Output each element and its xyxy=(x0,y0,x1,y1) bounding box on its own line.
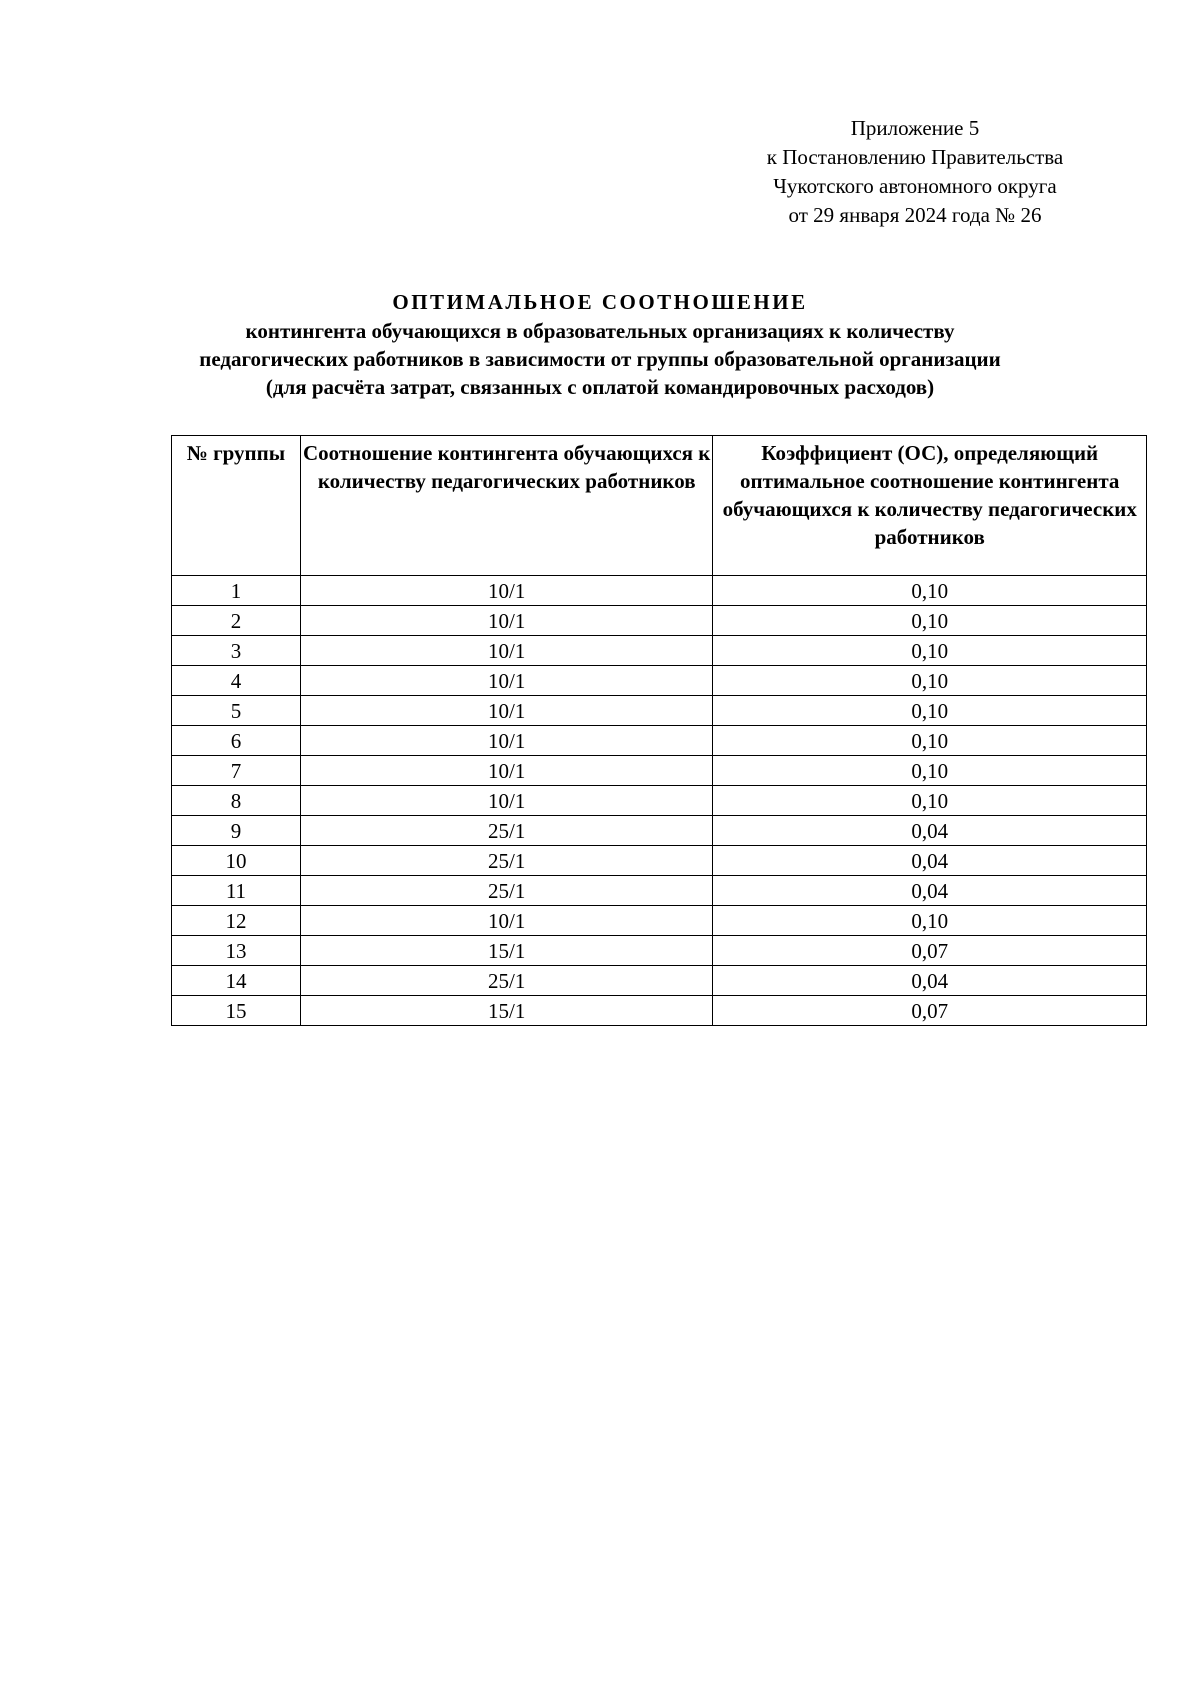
group-number-cell: 12 xyxy=(172,906,301,936)
ratio-cell: 10/1 xyxy=(300,756,713,786)
coefficient-cell: 0,04 xyxy=(713,876,1147,906)
ratio-cell: 25/1 xyxy=(300,876,713,906)
appendix-line: к Постановлению Правительства xyxy=(766,145,1064,169)
ratio-cell: 10/1 xyxy=(300,606,713,636)
ratio-cell: 10/1 xyxy=(300,696,713,726)
group-number-cell: 14 xyxy=(172,966,301,996)
coefficient-cell: 0,07 xyxy=(713,996,1147,1026)
coefficient-cell: 0,04 xyxy=(713,816,1147,846)
table-row xyxy=(172,576,1147,606)
ratio-cell: 10/1 xyxy=(300,666,713,696)
coefficient-cell: 0,10 xyxy=(713,786,1147,816)
header-group-number: № группы xyxy=(172,436,301,576)
table-row xyxy=(172,936,1147,966)
group-number-cell: 11 xyxy=(172,876,301,906)
table-row xyxy=(172,606,1147,636)
ratio-cell: 10/1 xyxy=(300,906,713,936)
coefficient-cell: 0,10 xyxy=(713,756,1147,786)
table-header-row xyxy=(172,436,1147,576)
coefficient-cell: 0,10 xyxy=(713,636,1147,666)
group-number-cell: 9 xyxy=(172,816,301,846)
subtitle-line: (для расчёта затрат, связанных с оплатой командировочных расходов) xyxy=(265,375,935,399)
ratio-cell: 15/1 xyxy=(300,936,713,966)
group-number-cell: 6 xyxy=(172,726,301,756)
coefficient-cell: 0,10 xyxy=(713,606,1147,636)
table-row xyxy=(172,786,1147,816)
table-row xyxy=(172,756,1147,786)
appendix-line: Чукотского автономного округа xyxy=(773,174,1057,198)
table-row xyxy=(172,696,1147,726)
coefficient-cell: 0,10 xyxy=(713,666,1147,696)
table-row xyxy=(172,966,1147,996)
group-number-cell: 4 xyxy=(172,666,301,696)
ratio-cell: 10/1 xyxy=(300,636,713,666)
ratio-cell: 10/1 xyxy=(300,786,713,816)
table-row xyxy=(172,846,1147,876)
table-row xyxy=(172,876,1147,906)
ratio-cell: 25/1 xyxy=(300,816,713,846)
coefficient-cell: 0,10 xyxy=(713,906,1147,936)
table-row xyxy=(172,636,1147,666)
document-title: ОПТИМАЛЬНОЕ СООТНОШЕНИЕ xyxy=(392,290,808,314)
table-row xyxy=(172,666,1147,696)
group-number-cell: 1 xyxy=(172,576,301,606)
coefficient-cell: 0,04 xyxy=(713,966,1147,996)
group-number-cell: 13 xyxy=(172,936,301,966)
header-coefficient: Коэффициент (ОС), определяющий оптимальное соотношение контингента обучающихся к количеству педагогических работников xyxy=(713,436,1147,576)
table-row xyxy=(172,996,1147,1026)
ratio-table xyxy=(171,435,1147,1026)
ratio-cell: 10/1 xyxy=(300,576,713,606)
group-number-cell: 15 xyxy=(172,996,301,1026)
group-number-cell: 10 xyxy=(172,846,301,876)
ratio-cell: 25/1 xyxy=(300,966,713,996)
table-row xyxy=(172,816,1147,846)
group-number-cell: 2 xyxy=(172,606,301,636)
subtitle-line: педагогических работников в зависимости от группы образовательной организации xyxy=(199,347,1001,371)
ratio-cell: 15/1 xyxy=(300,996,713,1026)
coefficient-cell: 0,10 xyxy=(713,726,1147,756)
coefficient-cell: 0,04 xyxy=(713,846,1147,876)
header-ratio: Соотношение контингента обучающихся к количеству педагогических работников xyxy=(300,436,713,576)
appendix-line: от 29 января 2024 года № 26 xyxy=(788,203,1042,227)
ratio-cell: 10/1 xyxy=(300,726,713,756)
table-row xyxy=(172,726,1147,756)
title-block xyxy=(150,288,1050,401)
appendix-line: Приложение 5 xyxy=(850,116,980,140)
ratio-cell: 25/1 xyxy=(300,846,713,876)
coefficient-cell: 0,10 xyxy=(713,576,1147,606)
coefficient-cell: 0,10 xyxy=(713,696,1147,726)
group-number-cell: 3 xyxy=(172,636,301,666)
appendix-reference xyxy=(720,114,1110,230)
group-number-cell: 7 xyxy=(172,756,301,786)
coefficient-cell: 0,07 xyxy=(713,936,1147,966)
table-row xyxy=(172,906,1147,936)
group-number-cell: 8 xyxy=(172,786,301,816)
subtitle-line: контингента обучающихся в образовательных организациях к количеству xyxy=(245,319,955,343)
group-number-cell: 5 xyxy=(172,696,301,726)
